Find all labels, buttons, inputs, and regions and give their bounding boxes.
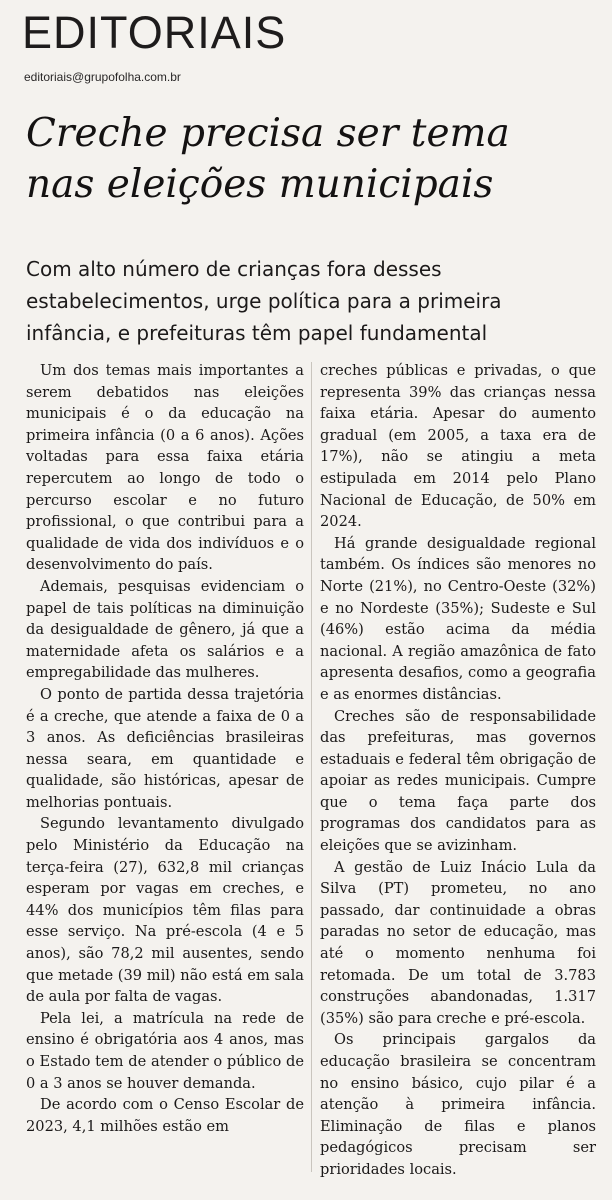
headline bbox=[26, 108, 596, 210]
subheadline-line: estabelecimentos, urge política para a primeira bbox=[26, 289, 502, 313]
article-paragraph: creches públicas e privadas, o que representa 39% das crianças nessa faixa etária. Apesar do aumento gradual (em 2005, a taxa era de 17%), não se atingiu a meta estipulada em 2014 pelo Plano Nacional de Educação, de 50% em 2024. bbox=[320, 362, 596, 531]
article-column-left bbox=[26, 360, 304, 1137]
article-paragraph: O ponto de partida dessa trajetória é a creche, que atende a faixa de 0 a 3 anos. As deficiências brasileiras nessa seara, em quantidade e qualidade, são históricas, apesar de melhorias pontuais. bbox=[26, 685, 304, 811]
article-column-right bbox=[320, 360, 596, 1181]
subheadline bbox=[26, 253, 592, 349]
headline-line: nas eleições municipais bbox=[26, 162, 494, 207]
subheadline-line: infância, e prefeituras têm papel fundamental bbox=[26, 321, 488, 345]
article-paragraph: A gestão de Luiz Inácio Lula da Silva (PT) prometeu, no ano passado, dar continuidade a obras paradas no setor de educação, mas até o momento nenhuma foi retomada. De um total de 3.783 construções abandonadas, 1.317 (35%) são para creche e pré-escola. bbox=[320, 858, 596, 1027]
column-divider bbox=[311, 362, 312, 1172]
subheadline-line: Com alto número de crianças fora desses bbox=[26, 257, 442, 281]
article-paragraph: Segundo levantamento divulgado pelo Ministério da Educação na terça-feira (27), 632,8 mil crianças esperam por vagas em creches, e 44% dos municípios têm filas para esse serviço. Na pré-escola (4 e 5 anos), são 78,2 mil ausentes, sendo que metade (39 mil) não está em sala de aula por falta de vagas. bbox=[26, 815, 304, 1006]
article-paragraph: Creches são de responsabilidade das prefeituras, mas governos estaduais e federal têm obrigação de apoiar as redes municipais. Cumpre que o tema faça parte dos programas dos candidatos para as eleições que se avizinham. bbox=[320, 707, 596, 855]
article-paragraph: De acordo com o Censo Escolar de 2023, 4,1 milhões estão em bbox=[26, 1096, 304, 1135]
article-paragraph: Ademais, pesquisas evidenciam o papel de tais políticas na diminuição da desigualdade de gênero, já que a maternidade afeta os salários e a empregabilidade das mulheres. bbox=[26, 577, 304, 682]
article-paragraph: Há grande desigualdade regional também. Os índices são menores no Norte (21%), no Centro-Oeste (32%) e no Nordeste (35%); Sudeste e Sul (46%) estão acima da média nacional. A região amazônica de fato apresenta desafios, como a geografia e as enormes distâncias. bbox=[320, 534, 596, 703]
headline-line: Creche precisa ser tema bbox=[26, 111, 510, 156]
section-email[interactable]: editoriais@grupofolha.com.br bbox=[24, 70, 181, 84]
article-paragraph: Um dos temas mais importantes a serem debatidos nas eleições municipais é o da educação na primeira infância (0 a 6 anos). Ações voltadas para essa faixa etária repercutem ao longo de todo o percurso escolar e no futuro profissional, o que contribui para a qualidade de vida dos indivíduos e o desenvolvimento do país. bbox=[26, 362, 304, 574]
article-paragraph: Pela lei, a matrícula na rede de ensino é obrigatória aos 4 anos, mas o Estado tem de atender o público de 0 a 3 anos se houver demanda. bbox=[26, 1009, 304, 1092]
article-paragraph: Os principais gargalos da educação brasileira se concentram no ensino básico, cujo pilar é a atenção à primeira infância. Eliminação de filas e planos pedagógicos precisam ser prioridades locais. bbox=[320, 1031, 596, 1178]
section-title: EDITORIAIS bbox=[22, 7, 287, 58]
